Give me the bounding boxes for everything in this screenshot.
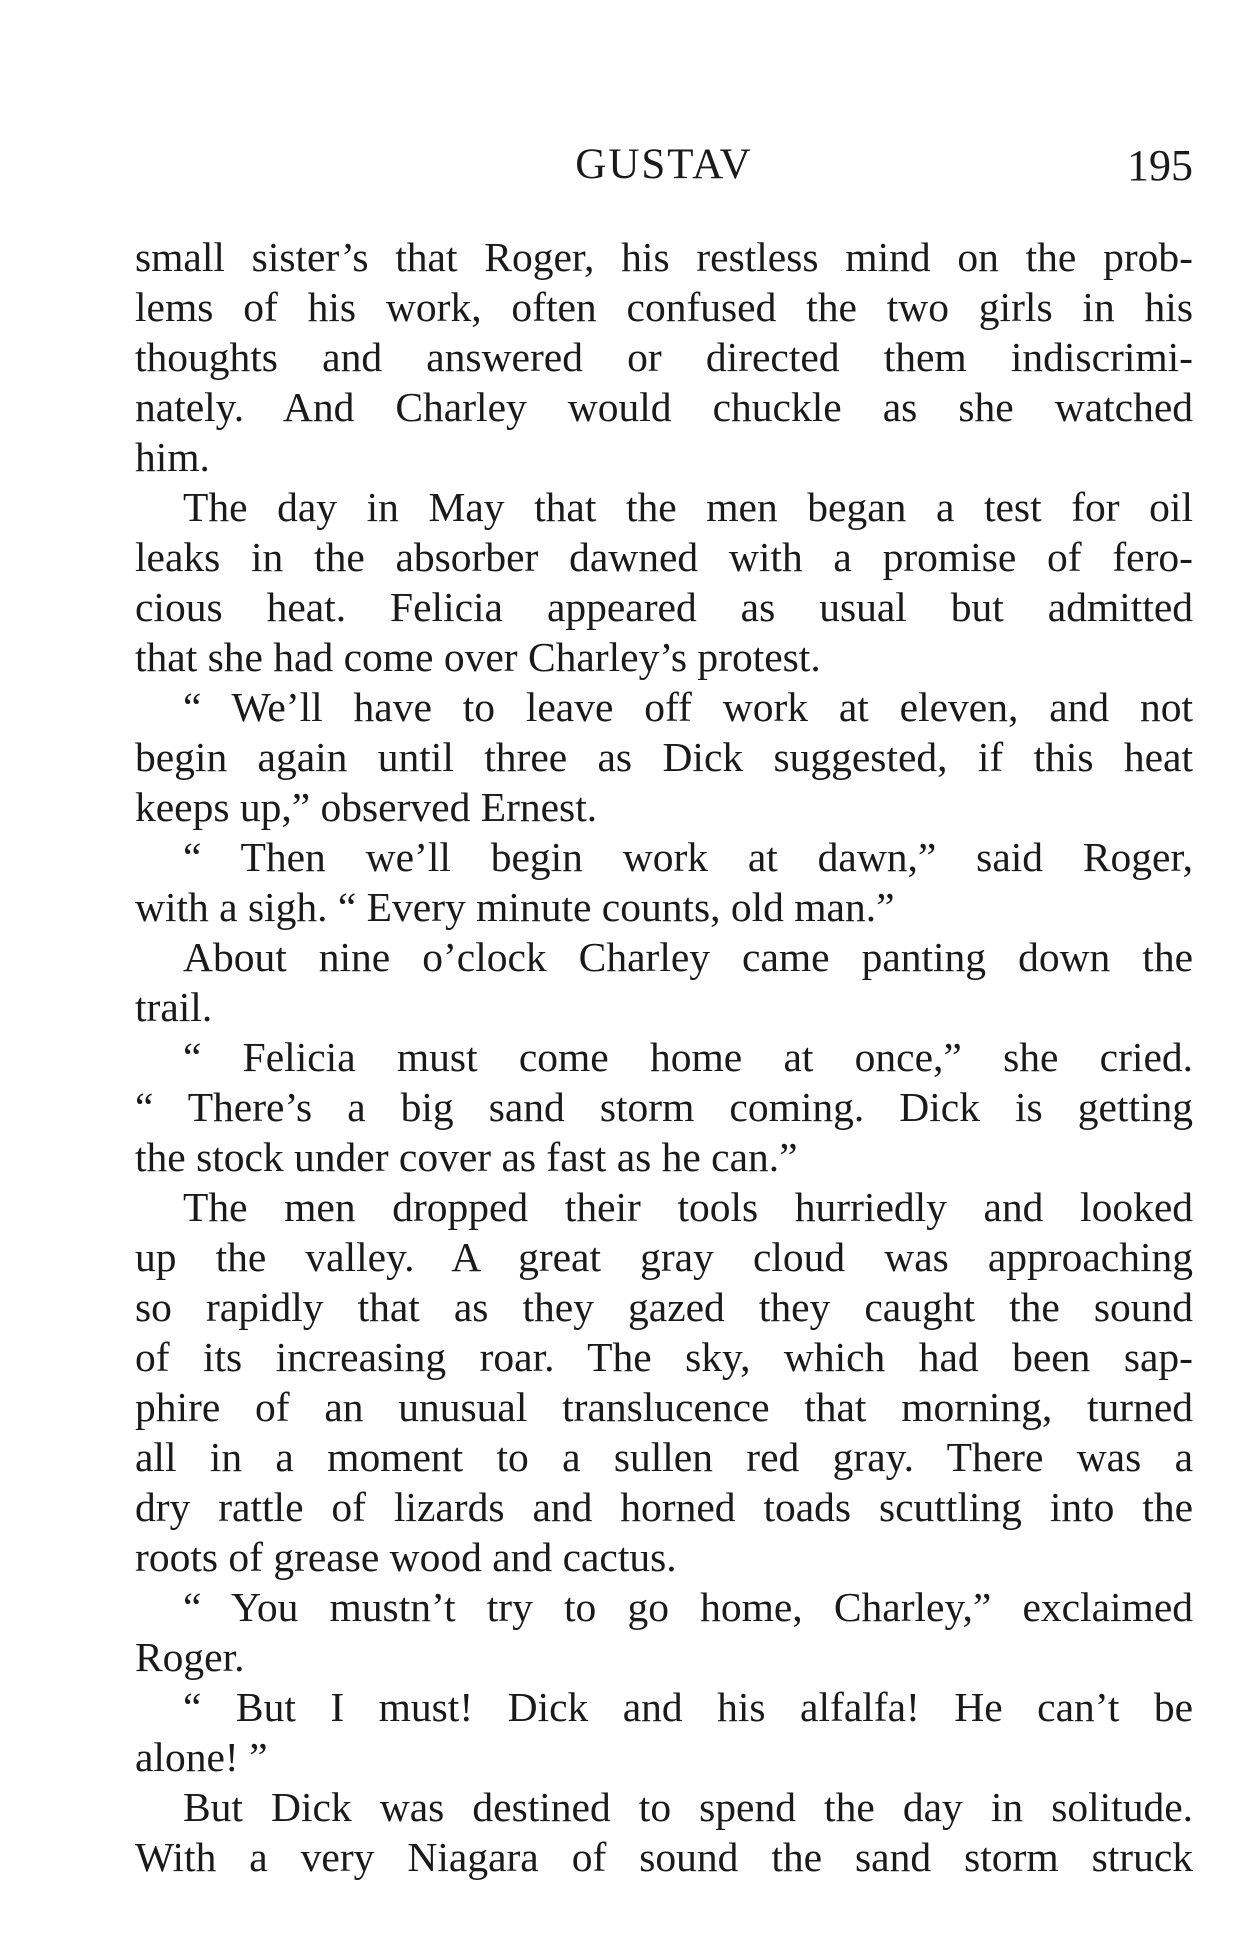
text-line: thoughts and answered or directed them indiscrimi- [135,334,1193,380]
text-line: small sister’s that Roger, his restless mind on the prob- [135,234,1193,280]
text-line: “ You mustn’t try to go home, Charley,” exclaimed [183,1584,1193,1630]
text-line: keeps up,” observed Ernest. [135,784,598,830]
text-line: phire of an unusual translucence that morning, turned [135,1384,1193,1430]
text-line: alone! ” [135,1734,268,1780]
text-line: cious heat. Felicia appeared as usual but admitted [135,584,1193,630]
page-header [135,140,1193,200]
text-line: of its increasing roar. The sky, which had been sap- [135,1334,1193,1380]
text-line: The day in May that the men began a test for oil [183,484,1193,530]
text-line: that she had come over Charley’s protest. [135,634,821,680]
text-line: the stock under cover as fast as he can.” [135,1134,798,1180]
text-line: “ Then we’ll begin work at dawn,” said Roger, [183,834,1193,880]
text-line: so rapidly that as they gazed they caught the sound [135,1284,1193,1330]
text-line: roots of grease wood and cactus. [135,1534,677,1580]
text-line: dry rattle of lizards and horned toads scuttling into the [135,1484,1193,1530]
text-line: The men dropped their tools hurriedly and looked [183,1184,1193,1230]
text-line: him. [135,434,210,480]
text-line: leaks in the absorber dawned with a promise of fero- [135,534,1193,580]
text-line: nately. And Charley would chuckle as she watched [135,384,1193,430]
text-line: up the valley. A great gray cloud was approaching [135,1234,1193,1280]
text-line: “ There’s a big sand storm coming. Dick is getting [135,1084,1193,1130]
text-line: all in a moment to a sullen red gray. There was a [135,1434,1193,1480]
text-line: begin again until three as Dick suggested, if this heat [135,734,1193,780]
page-number: 195 [1127,141,1193,190]
text-line: lems of his work, often confused the two girls in his [135,284,1193,330]
text-line: “ Felicia must come home at once,” she cried. [183,1034,1193,1080]
body-text [135,232,1193,1882]
text-line: About nine o’clock Charley came panting down the [183,934,1193,980]
text-line: “ But I must! Dick and his alfalfa! He can’t be [183,1684,1193,1730]
text-line: With a very Niagara of sound the sand storm struck [135,1834,1193,1880]
text-line: But Dick was destined to spend the day in solitude. [183,1784,1193,1830]
text-line: “ We’ll have to leave off work at eleven, and not [183,684,1193,730]
text-line: trail. [135,984,213,1030]
text-line: with a sigh. “ Every minute counts, old man.” [135,884,895,930]
running-head: GUSTAV [575,141,753,188]
text-line: Roger. [135,1634,245,1680]
